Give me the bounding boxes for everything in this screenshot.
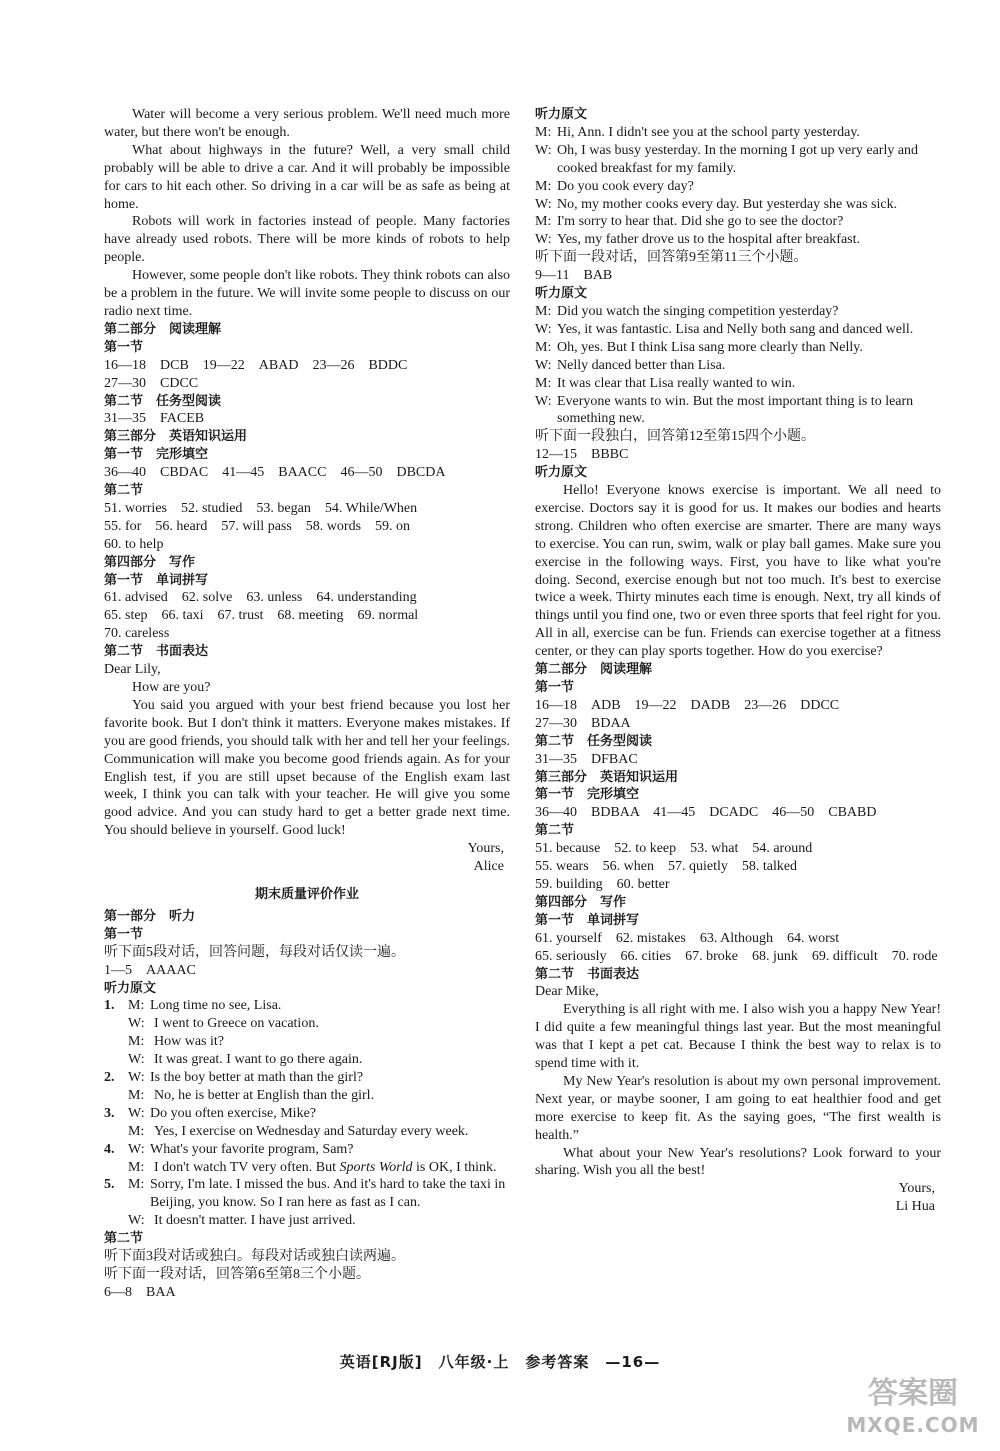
answer-line: 6—8 BAA bbox=[104, 1284, 176, 1300]
dialogue-2 bbox=[104, 1069, 510, 1105]
answer-line: 65. seriously 66. cities 67. broke 68. junk 69. difficult 70. rode bbox=[535, 948, 938, 964]
part-heading: 第二部分 阅读理解 bbox=[535, 662, 653, 678]
dialogue-line: Nelly danced better than Lisa. bbox=[557, 357, 726, 373]
section-heading: 第一节 bbox=[104, 926, 144, 942]
answer-line: 61. advised 62. solve 63. unless 64. understanding bbox=[104, 590, 417, 606]
dialogue-line: How was it? bbox=[154, 1034, 224, 1050]
instruction: 听下面3段对话或独白。每段对话或独白读两遍。 bbox=[104, 1249, 405, 1265]
part-heading: 第四部分 写作 bbox=[104, 554, 196, 570]
letter-closing: Yours, bbox=[898, 1181, 935, 1197]
speaker: M: bbox=[128, 998, 145, 1014]
speaker: W: bbox=[128, 1141, 145, 1157]
dialogue-line: No, my mother cooks every day. But yesterday she was sick. bbox=[557, 196, 898, 212]
paragraph: However, some people don't like robots. They think robots can also be a problem in the future. We will invite some people to discuss on our radio next time. bbox=[104, 268, 510, 319]
dialogue-number: 3. bbox=[104, 1105, 115, 1121]
dialogue-text: I don't watch TV very often. But bbox=[154, 1159, 337, 1175]
dialogue-line: Yes, it was fantastic. Lisa and Nelly both sang and danced well. bbox=[557, 321, 914, 337]
dialogue-number: 2. bbox=[104, 1070, 115, 1086]
letter-line: How are you? bbox=[132, 680, 211, 695]
speaker: M: bbox=[128, 1177, 145, 1193]
letter-closing: Yours, bbox=[467, 841, 504, 857]
watermark-text: 答案圈 bbox=[868, 1376, 958, 1411]
instruction: 听下面一段对话，回答第6至第8三个小题。 bbox=[104, 1267, 370, 1282]
part-heading: 第三部分 英语知识运用 bbox=[535, 769, 679, 785]
answer-line: 61. yourself 62. mistakes 63. Although 64. worst bbox=[535, 930, 840, 946]
dialogue-line: Yes, I exercise on Wednesday and Saturday every week. bbox=[154, 1123, 469, 1139]
section-heading: 第一节 完形填空 bbox=[535, 787, 640, 803]
section-heading: 第一节 bbox=[104, 339, 144, 355]
answer-line: 31—35 FACEB bbox=[104, 411, 205, 427]
paragraph: What about highways in the future? Well, a very small child probably will be able to drive a car. And it will probably be impossible for cars to hit each other. So driving in a car will be as safe as being at home. bbox=[104, 142, 510, 212]
part-heading: 第四部分 写作 bbox=[535, 894, 627, 910]
dialogue-1 bbox=[104, 997, 510, 1069]
page-footer: 英语[RJ版] 八年级·上 参考答案 —16— bbox=[339, 1353, 661, 1371]
answer-line: 65. step 66. taxi 67. trust 68. meeting 69. normal bbox=[104, 608, 419, 624]
dialogue-line: What's your favorite program, Sam? bbox=[150, 1141, 354, 1157]
answer-line: 55. wears 56. when 57. quietly 58. talked bbox=[535, 859, 798, 875]
answer-line: 1—5 AAAAC bbox=[104, 962, 196, 978]
transcript-heading: 听力原文 bbox=[535, 107, 588, 122]
dialogue-5 bbox=[104, 1176, 510, 1230]
section-heading: 第二节 任务型阅读 bbox=[104, 393, 222, 409]
speaker: W: bbox=[128, 1213, 145, 1229]
dialogue-4 bbox=[104, 1141, 510, 1177]
transcript-heading: 听力原文 bbox=[104, 980, 157, 996]
speaker: M: bbox=[535, 339, 552, 355]
dialogue-3 bbox=[104, 1105, 510, 1141]
paragraph: Water will become a very serious problem. We'll need much more water, but there won't be enough. bbox=[104, 107, 510, 140]
speaker: W: bbox=[535, 142, 552, 158]
part-heading: 第三部分 英语知识运用 bbox=[104, 429, 248, 445]
dialogue-line: Oh, I was busy yesterday. In the morning I got up very early and cooked breakfast for my family. bbox=[557, 142, 919, 176]
answer-line: 60. to help bbox=[104, 536, 164, 552]
speaker: M: bbox=[128, 1087, 145, 1103]
conversation-1 bbox=[535, 124, 941, 249]
answer-line: 16—18 DCB 19—22 ABAD 23—26 BDDC bbox=[104, 357, 408, 373]
part-heading: 第一部分 听力 bbox=[104, 908, 196, 924]
section-heading: 第一节 完形填空 bbox=[104, 447, 209, 463]
transcript-heading: 听力原文 bbox=[535, 286, 588, 302]
letter-body: You said you argued with your best friend because you lost her favorite book. But I don't think it matters. Everyone makes mistakes. If you are good friends, you should talk with her and tell her your feelings. Communication will make you become good friends again. As for your English test, if you are still upset because of the English exam last week, I think you can talk with your teacher. He will give you some good advice. And you can study hard to get a better grade next time. You should believe in yourself. Good luck! bbox=[104, 697, 510, 839]
speaker: W: bbox=[535, 357, 552, 373]
letter-signature: Alice bbox=[473, 859, 504, 875]
speaker: W: bbox=[128, 1052, 145, 1068]
answer-line: 31—35 DFBAC bbox=[535, 751, 638, 767]
section-heading: 第二节 书面表达 bbox=[104, 644, 209, 660]
dialogue-number: 1. bbox=[104, 998, 115, 1014]
letter-signature: Li Hua bbox=[895, 1199, 935, 1215]
speaker: W: bbox=[535, 393, 552, 409]
answer-line: 27—30 CDCC bbox=[104, 375, 199, 391]
letter-body: What about your New Year's resolutions? Look forward to your sharing. Wish you all the best! bbox=[535, 1145, 941, 1179]
dialogue-line: I went to Greece on vacation. bbox=[154, 1016, 319, 1032]
dialogue-line: It was great. I want to go there again. bbox=[154, 1052, 363, 1068]
instruction: 听下面一段独白，回答第12至第15四个小题。 bbox=[535, 429, 815, 445]
dialogue-line: Sorry, I'm late. I missed the bus. And it's hard to take the taxi in Beijing, you know. So I ran here as fast as I can. bbox=[150, 1177, 506, 1211]
dialogue-line: Everyone wants to win. But the most important thing is to learn something new. bbox=[557, 393, 914, 427]
letter-body: Everything is all right with me. I also wish you a happy New Year! I did quite a few meaningful things last year. But the most meaningful was that I kept a pet cat. Because I think the best way to relax is to spend time with it. bbox=[535, 1002, 941, 1072]
answer-line: 51. because 52. to keep 53. what 54. around bbox=[535, 841, 813, 857]
dialogue-line: It was clear that Lisa really wanted to win. bbox=[557, 375, 796, 391]
speaker: M: bbox=[128, 1123, 145, 1139]
right-column bbox=[535, 106, 941, 1216]
transcript-heading: 听力原文 bbox=[535, 465, 588, 481]
answer-line: 55. for 56. heard 57. will pass 58. words 59. on bbox=[104, 518, 411, 534]
dialogue-line: It doesn't matter. I have just arrived. bbox=[154, 1213, 356, 1229]
program-name: Sports World bbox=[339, 1159, 413, 1175]
paragraph: Robots will work in factories instead of people. Many factories have already used robots. There will be more kinds of robots to help people. bbox=[104, 214, 510, 266]
answer-line: 16—18 ADB 19—22 DADB 23—26 DDCC bbox=[535, 697, 840, 713]
speaker: W: bbox=[128, 1105, 145, 1121]
answer-line: 36—40 CBDAC 41—45 BAACC 46—50 DBCDA bbox=[104, 465, 446, 481]
dialogue-line: Hi, Ann. I didn't see you at the school party yesterday. bbox=[557, 124, 860, 140]
letter-greeting: Dear Lily, bbox=[104, 662, 161, 678]
speaker: W: bbox=[535, 232, 552, 248]
speaker: W: bbox=[128, 1070, 145, 1086]
dialogue-line: Did you watch the singing competition yesterday? bbox=[557, 303, 839, 319]
answer-line: 59. building 60. better bbox=[535, 876, 670, 892]
speaker: M: bbox=[535, 124, 552, 140]
section-heading: 第二节 任务型阅读 bbox=[535, 733, 653, 749]
answer-line: 51. worries 52. studied 53. began 54. While/When bbox=[104, 500, 418, 516]
dialogue-line: Yes, my father drove us to the hospital after breakfast. bbox=[557, 232, 860, 248]
speaker: M: bbox=[535, 178, 552, 194]
section-heading: 第二节 书面表达 bbox=[535, 966, 640, 982]
monologue: Hello! Everyone knows exercise is important. We all need to exercise. Doctors say it is good for us. It makes our bodies and hearts strong. Children who often exercise are smarter. There are many ways to exercise. You can run, swim, walk or play ball games. Make sure you exercise in the following ways. First, you have to like what you're doing. Second, exercise enough but not too much. It's best to exercise twice a week. Thirty minutes each time is enough. Next, try all kinds of things until you find one, two or even three sports that feel right for you. All in all, exercise can be fun. Friends can exercise together at a fitness center, or they can play sports together. How do you exercise? bbox=[535, 483, 941, 660]
dialogue-line: Do you often exercise, Mike? bbox=[150, 1105, 316, 1121]
section-heading: 第一节 单词拼写 bbox=[535, 912, 640, 928]
section-heading: 第二节 bbox=[104, 1231, 144, 1247]
dialogue-line: Do you cook every day? bbox=[557, 178, 694, 194]
dialogue-line: Oh, yes. But I think Lisa sang more clearly than Nelly. bbox=[557, 339, 863, 355]
watermark-logo bbox=[838, 1375, 988, 1443]
speaker: M: bbox=[535, 303, 552, 319]
answer-line: 27—30 BDAA bbox=[535, 715, 631, 731]
speaker: W: bbox=[535, 321, 552, 337]
speaker: M: bbox=[128, 1159, 145, 1175]
letter-greeting: Dear Mike, bbox=[535, 984, 599, 1000]
dialogue-number: 4. bbox=[104, 1141, 115, 1157]
dialogue-text: is OK, I think. bbox=[416, 1159, 497, 1175]
section-heading: 第一节 单词拼写 bbox=[104, 572, 209, 588]
speaker: W: bbox=[128, 1016, 145, 1032]
letter-body: My New Year's resolution is about my own personal improvement. Next year, or maybe sooner, I am going to eat healthier food and get more exercise to keep fit. As the saying goes, “The first wealth is health.” bbox=[535, 1073, 941, 1143]
answer-line: 9—11 BAB bbox=[535, 268, 613, 284]
section-heading: 第二节 bbox=[104, 483, 144, 499]
answer-line: 12—15 BBBC bbox=[535, 447, 629, 463]
left-column bbox=[104, 106, 510, 1302]
part-heading: 第二部分 阅读理解 bbox=[104, 321, 222, 337]
section-heading: 第二节 bbox=[535, 823, 575, 839]
dialogue-line: I'm sorry to hear that. Did she go to see the doctor? bbox=[557, 214, 844, 230]
dialogue-line: No, he is better at English than the girl. bbox=[154, 1087, 375, 1103]
watermark-url: MXQE.COM bbox=[846, 1413, 980, 1437]
speaker: M: bbox=[535, 214, 552, 230]
section-title: 期末质量评价作业 bbox=[254, 886, 359, 902]
speaker: W: bbox=[535, 196, 552, 212]
dialogue-line: Long time no see, Lisa. bbox=[150, 998, 282, 1014]
dialogue-line: Is the boy better at math than the girl? bbox=[150, 1070, 364, 1086]
answer-line: 70. careless bbox=[104, 626, 170, 642]
speaker: M: bbox=[535, 375, 552, 391]
dialogue-number: 5. bbox=[104, 1177, 115, 1193]
instruction: 听下面5段对话，回答问题，每段对话仅读一遍。 bbox=[104, 944, 405, 960]
conversation-2 bbox=[535, 303, 941, 428]
section-heading: 第一节 bbox=[535, 680, 575, 695]
dialogue-line bbox=[154, 1159, 510, 1177]
instruction: 听下面一段对话，回答第9至第11三个小题。 bbox=[535, 250, 808, 266]
answer-line: 36—40 BDBAA 41—45 DCADC 46—50 CBABD bbox=[535, 805, 877, 821]
speaker: M: bbox=[128, 1034, 145, 1050]
